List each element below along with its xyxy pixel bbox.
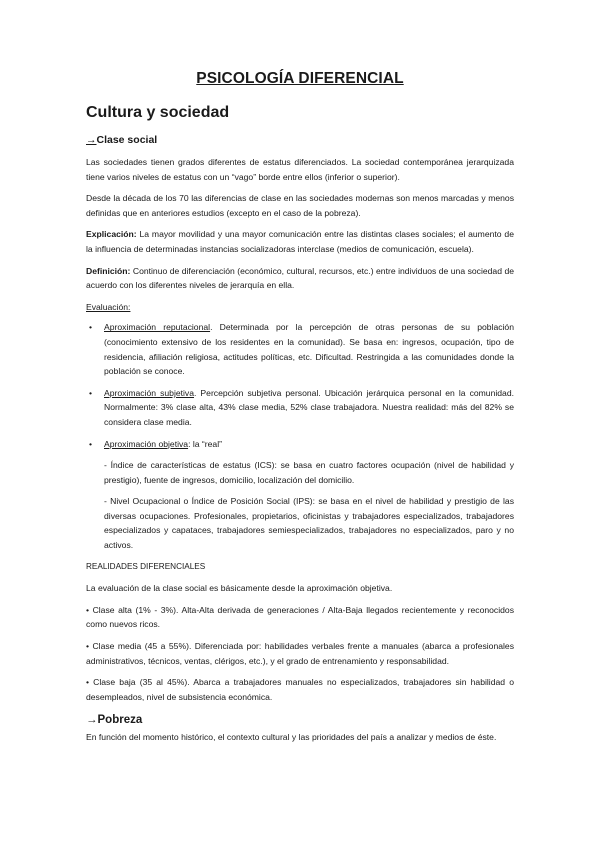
list-item-text: : la “real” xyxy=(188,438,222,449)
definicion-paragraph xyxy=(86,264,514,293)
ips-paragraph: - Nivel Ocupacional o Índice de Posición Social (IPS): se basa en el nivel de habilidad y prestigio de las diversas ocupaciones. Profesionales, propietarios, oficinistas y trabajadores especializados, trabajadores especializados y capataces, trabajadores semiespecializados, trabajadores no especializados, paro y no activos. xyxy=(104,496,514,551)
arrow-icon: → xyxy=(86,134,97,146)
list-item xyxy=(86,320,514,378)
evaluacion-label: Evaluación: xyxy=(86,301,131,312)
list-item-label: Aproximación subjetiva xyxy=(104,387,195,398)
objetiva-sublist xyxy=(104,458,514,553)
clase-social-paragraph-2: Desde la década de los 70 las diferencias de clase en las sociedades modernas son menos marcadas y menos definidas que en anteriores estudios (excepto en el caso de la pobreza). xyxy=(86,193,514,218)
bullet-icon: • xyxy=(89,322,93,333)
pobreza-heading xyxy=(86,714,514,726)
clase-baja-paragraph: • Clase baja (35 al 45%). Abarca a trabajadores manuales no especializados, trabajadores sin habilidad o desempleados, nivel de subsistencia económica. xyxy=(86,677,514,702)
explicacion-paragraph xyxy=(86,227,514,256)
evaluacion-list xyxy=(86,320,514,451)
document-page xyxy=(86,70,514,752)
definicion-label: Definición: xyxy=(86,265,131,276)
ics-paragraph: - Índice de características de estatus (ICS): se basa en cuatro factores ocupación (nivel de habilidad y prestigio), fuente de ingresos, domicilio, localización del domicilio. xyxy=(104,460,514,485)
realidades-intro: La evaluación de la clase social es básicamente desde la aproximación objetiva. xyxy=(86,583,393,594)
pobreza-paragraph: En función del momento histórico, el contexto cultural y las prioridades del país a analizar y medios de éste. xyxy=(86,732,497,743)
section-title: Cultura y sociedad xyxy=(86,104,230,121)
clase-social-paragraph-1: Las sociedades tienen grados diferentes de estatus diferenciados. La sociedad contemporánea jerarquizada tiene varios niveles de estatus con un “vago” borde entre ellos (inferior o superior). xyxy=(86,157,514,182)
pobreza-heading-text: Pobreza xyxy=(97,714,143,727)
clase-media-paragraph: • Clase media (45 a 55%). Diferenciada por: habilidades verbales frente a manuales (abarca a profesionales administrativos, técnicos, ventas, clérigos, etc.), y el grado de entrenamiento y responsabilidad. xyxy=(86,641,514,666)
list-item-label: Aproximación reputacional xyxy=(104,322,211,333)
explicacion-label: Explicación: xyxy=(86,229,137,240)
evaluacion-paragraph xyxy=(86,300,514,315)
bullet-icon: • xyxy=(89,387,93,398)
explicacion-text: La mayor movilidad y una mayor comunicación entre las distintas clases sociales; el aumento de la influencia de determinadas instancias socializadoras interclase (medios de comunicación, escuela). xyxy=(86,229,514,254)
realidades-heading: REALIDADES DIFERENCIALES xyxy=(86,561,206,571)
list-item-text: . Determinada por la percepción de otras personas de su población (conocimiento extensivo de los residentes en la comunidad). Se basa en: ingresos, ocupación, tipo de residencia, afiliación religiosa, actitudes políticas, etc. Dificultad. Restringida a las comunidades donde la población se conoce. xyxy=(104,322,514,377)
list-item-label: Aproximación objetiva xyxy=(104,438,189,449)
list-item xyxy=(86,437,514,452)
definicion-text: Continuo de diferenciación (económico, cultural, recursos, etc.) entre individuos de una sociedad de acuerdo con los diferentes niveles de jerarquía en ella. xyxy=(86,265,514,291)
bullet-icon: • xyxy=(89,438,93,449)
clase-alta-paragraph: • Clase alta (1% - 3%). Alta-Alta derivada de generaciones / Alta-Baja llegados recientemente y reconocidos como nuevos ricos. xyxy=(86,604,514,630)
clase-social-heading-text: Clase social xyxy=(96,134,158,146)
list-item xyxy=(86,386,514,430)
list-item-text: . Percepción subjetiva personal. Ubicación jerárquica personal en la comunidad. Normalmente: 3% clase alta, 43% clase media, 52% clase trabajadora. Nuestra realidad: más del 82% se considera clase media. xyxy=(104,387,514,427)
clase-social-heading xyxy=(86,134,514,146)
arrow-icon: → xyxy=(86,714,98,727)
document-title: PSICOLOGÍA DIFERENCIAL xyxy=(196,70,404,87)
